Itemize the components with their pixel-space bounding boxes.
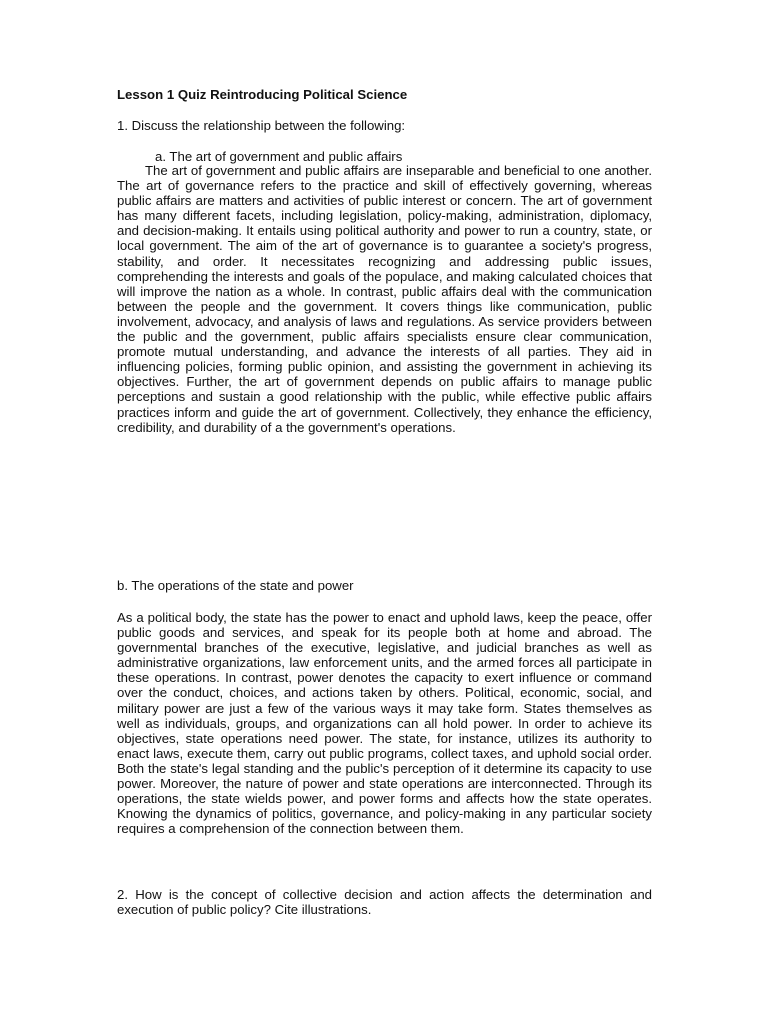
document-title: Lesson 1 Quiz Reintroducing Political Science — [117, 87, 408, 102]
question-1-prompt: 1. Discuss the relationship between the following: — [117, 118, 406, 133]
part-b-answer: As a political body, the state has the power to enact and uphold laws, keep the peace, offer public goods and services, and speak for its people both at home and abroad. The governmental branches of the executive, legislative, and judicial branches as well as administrative organizations, law enforcement units, and the armed forces all participate in these operations. In contrast, power denotes the capacity to exert influence or command over the conduct, choices, and actions taken by others. Political, economic, social, and military power are just a few of the various ways it may take form. States themselves as well as individuals, groups, and organizations can all hold power. In order to achieve its objectives, state operations need power. The state, for instance, utilizes its authority to enact laws, execute them, carry out public programs, collect taxes, and uphold social order. Both the state's legal standing and the public's perception of it determine its capacity to use power. Moreover, the nature of power and state operations are interconnected. Through its operations, the state wields power, and power forms and affects how the state operates. Knowing the dynamics of politics, governance, and policy-making in any particular society requires a comprehension of the connection between them. — [117, 610, 652, 837]
part-a-answer: The art of government and public affairs are inseparable and beneficial to one another. The art of governance refers to the practice and skill of effectively governing, whereas public affairs are matters and activities of public interest or concern. The art of government has many different facets, including legislation, policy-making, administration, diplomacy, and decision-making. It entails using political authority and power to run a country, state, or local government. The aim of the art of governance is to guarantee a society's progress, stability, and order. It necessitates recognizing and addressing public issues, comprehending the interests and goals of the populace, and making calculated choices that will improve the nation as a whole. In contrast, public affairs deal with the communication between the people and the government. It covers things like communication, public involvement, advocacy, and analysis of laws and regulations. As service providers between the public and the government, public affairs specialists ensure clear communication, promote mutual understanding, and advance the interests of all parties. They aid in influencing policies, forming public opinion, and assisting the government in achieving its objectives. Further, the art of government depends on public affairs to manage public perceptions and sustain a good relationship with the public, while effective public affairs practices inform and guide the art of government. Collectively, they enhance the efficiency, credibility, and durability of a the government's operations. — [117, 163, 652, 435]
part-b-heading: b. The operations of the state and power — [117, 578, 354, 593]
part-a-heading: a. The art of government and public affairs — [155, 149, 403, 164]
question-2-prompt: 2. How is the concept of collective decision and action affects the determination and execution of public policy? Cite illustrations. — [117, 887, 652, 918]
